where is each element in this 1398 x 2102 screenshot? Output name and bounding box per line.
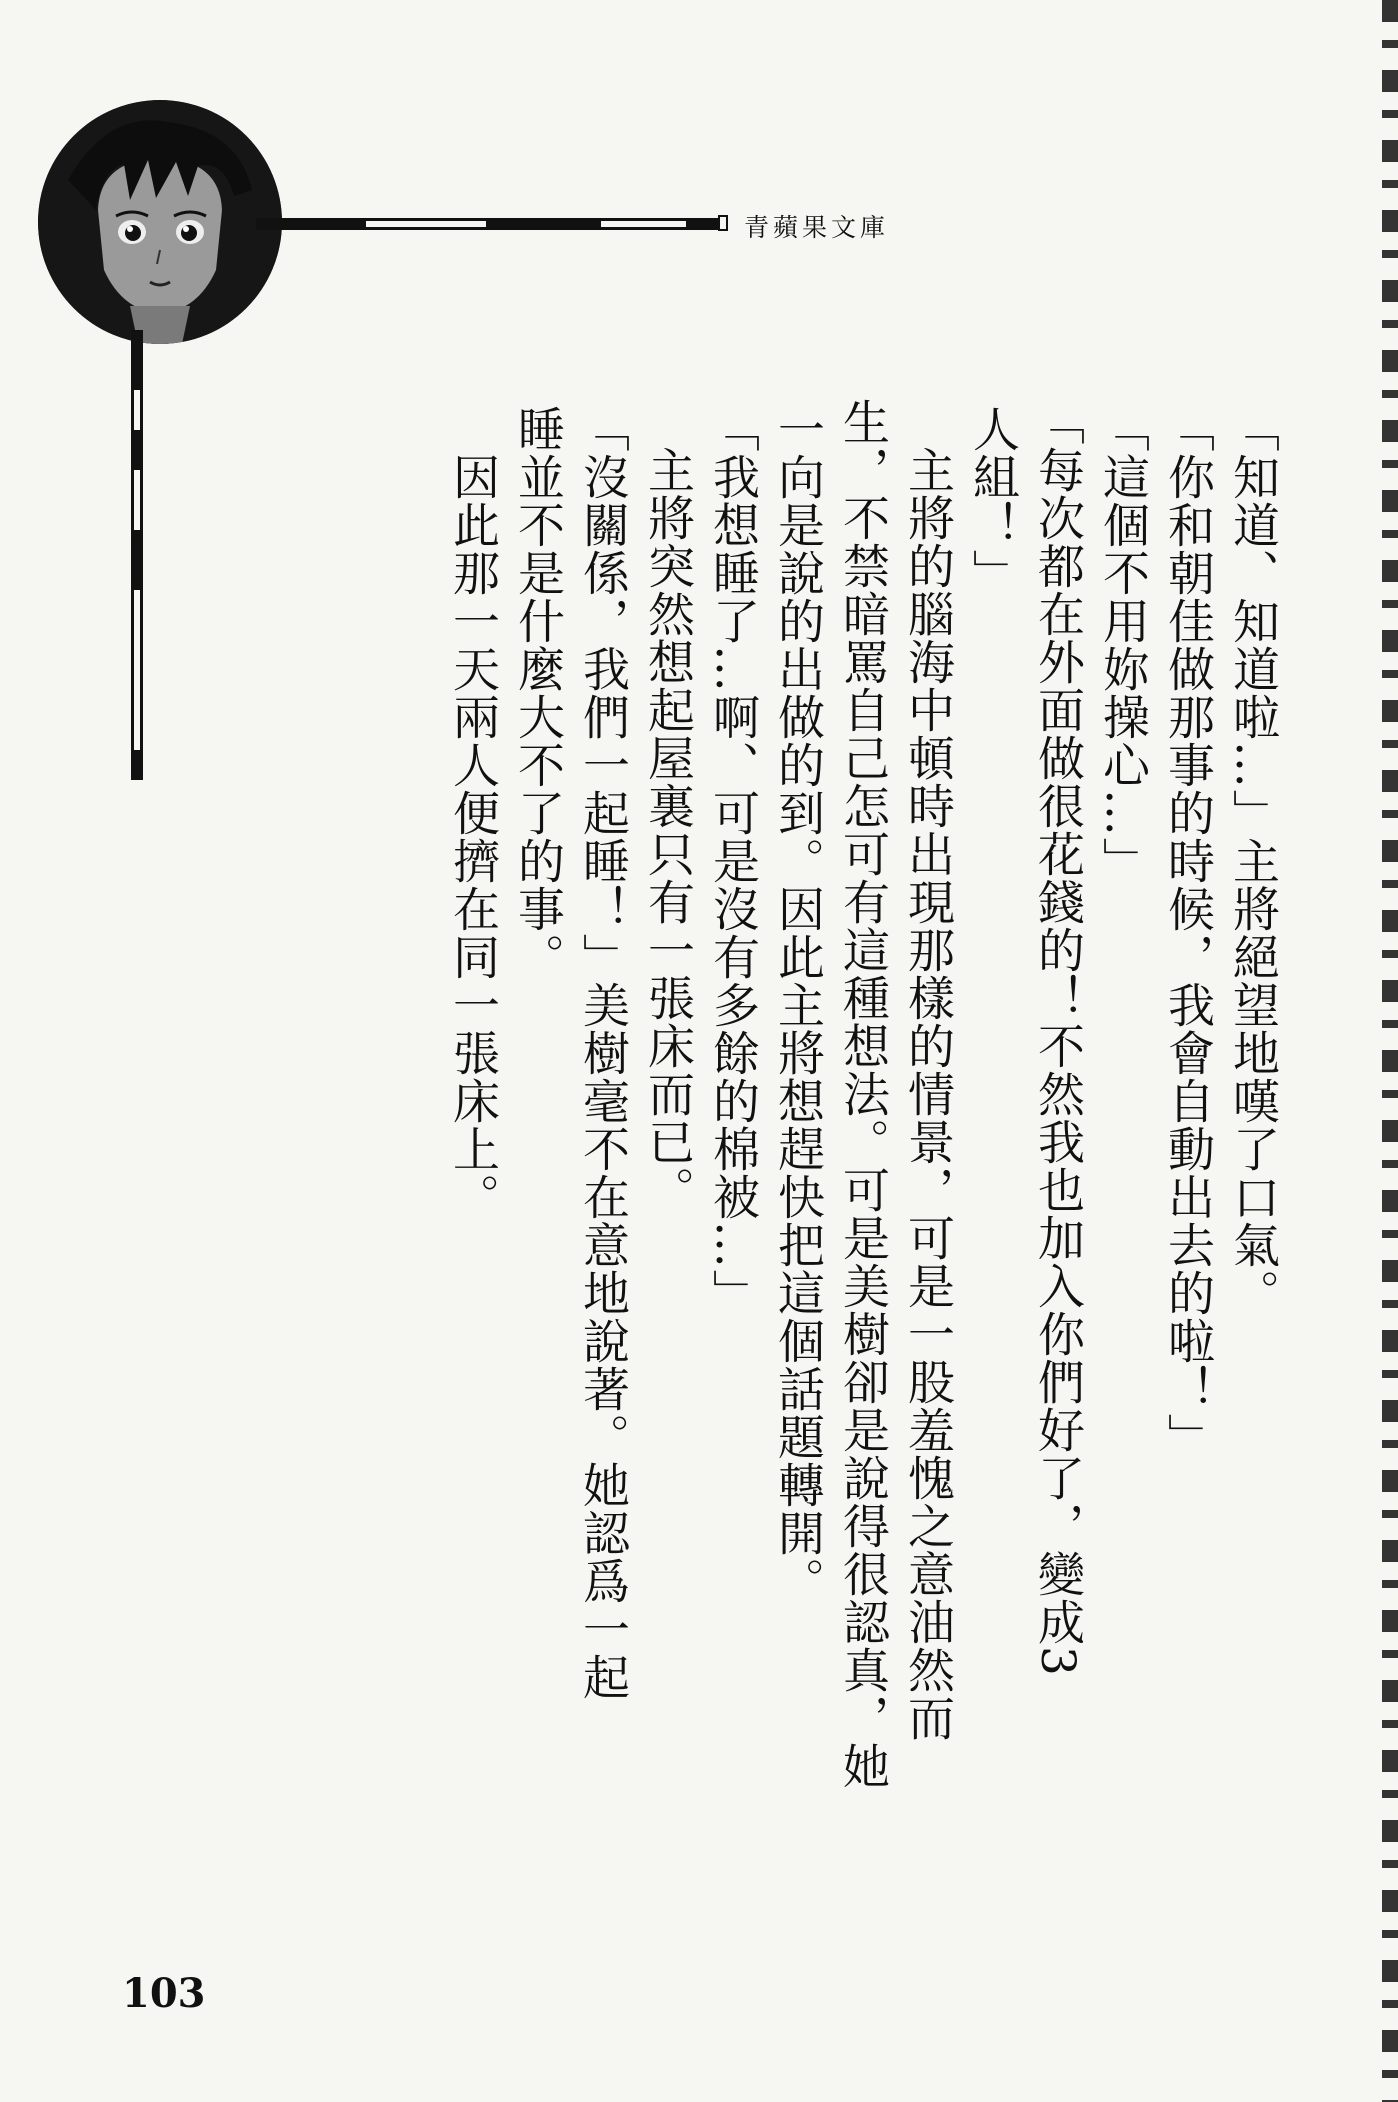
text-column: 「我想睡了…啊、可是沒有多餘的棉被…」 bbox=[705, 405, 760, 1317]
series-title: 青蘋果文庫 bbox=[744, 213, 890, 242]
text-column: 「你和朝佳做那事的時候，我會自動出去的啦！」 bbox=[1160, 405, 1215, 1461]
text-column: 主將的腦海中頓時出現那樣的情景，可是一股羞愧之意油然而 bbox=[900, 398, 955, 1742]
text-column: 睡並不是什麼大不了的事。 bbox=[510, 405, 565, 981]
decorative-rod bbox=[131, 330, 143, 780]
text-column: 主將突然想起屋裏只有一張床而已。 bbox=[640, 398, 695, 1214]
header-rule bbox=[256, 218, 724, 230]
character-portrait bbox=[38, 100, 282, 344]
text-column: 「知道、知道啦…」主將絕望地嘆了口氣。 bbox=[1225, 405, 1280, 1317]
portrait-illustration bbox=[38, 100, 282, 344]
header-rule-end bbox=[718, 215, 728, 231]
scan-edge bbox=[1382, 0, 1398, 2102]
vertical-body-text bbox=[285, 398, 1285, 1905]
page-number: 103 bbox=[122, 1970, 206, 2017]
text-column: 人組！」 bbox=[965, 405, 1020, 597]
text-column: 「這個不用妳操心…」 bbox=[1095, 405, 1150, 885]
text-column: 一向是說的出做的到。因此主將想趕快把這個話題轉開。 bbox=[770, 405, 825, 1605]
text-column: 生，不禁暗罵自己怎可有這種想法。可是美樹卻是說得很認真，她 bbox=[835, 398, 890, 1790]
text-column: 因此那一天兩人便擠在同一張床上。 bbox=[445, 405, 500, 1221]
text-column: 「每次都在外面做很花錢的！不然我也加入你們好了，變成3 bbox=[1030, 398, 1085, 1677]
text-column: 「沒關係，我們一起睡！」美樹毫不在意地說著。她認爲一起 bbox=[575, 405, 630, 1701]
